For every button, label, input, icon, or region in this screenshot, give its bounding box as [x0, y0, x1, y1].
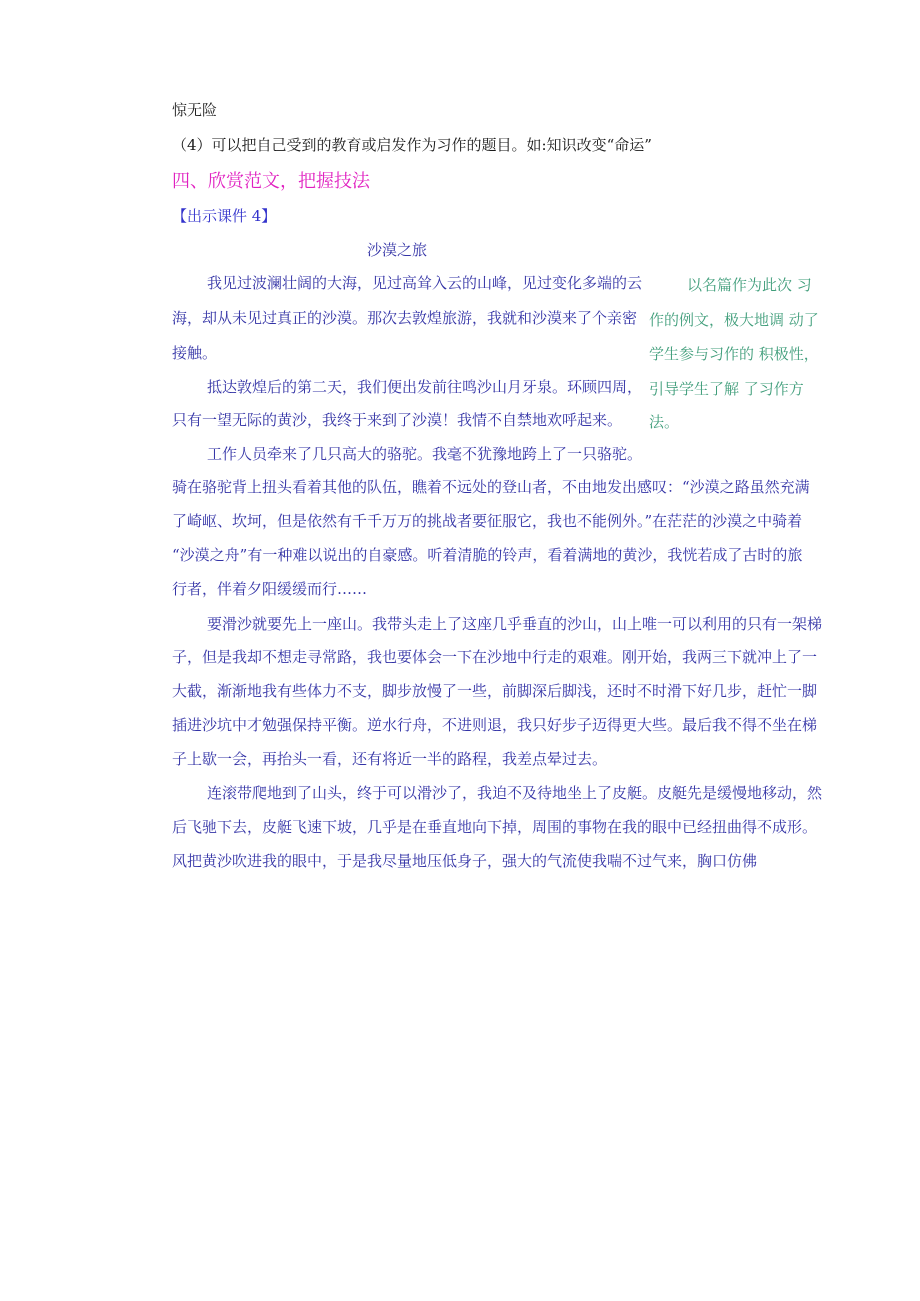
annotation-line: 以名篇作为此次 习: [687, 276, 812, 294]
essay-line: 连滚带爬地到了山头，终于可以滑沙了，我迫不及待地坐上了皮艇。皮艇先是缓慢地移动，然: [207, 784, 823, 802]
essay-line: “沙漠之舟”有一种难以说出的自豪感。听着清脆的铃声，看着满地的黄沙，我恍若成了古时的旅: [172, 546, 803, 564]
annotation-line: 法。: [649, 413, 680, 431]
essay-title: 沙漠之旅: [367, 241, 428, 259]
courseware-tag: 【出示课件 4】: [172, 207, 277, 225]
essay-line: 海，却从未见过真正的沙漠。那次去敦煌旅游，我就和沙漠来了个亲密: [172, 309, 638, 327]
line-fragment: 惊无险: [172, 101, 218, 119]
essay-line: 行者，伴着夕阳缓缓而行……: [172, 580, 368, 598]
essay-line: 接触。: [172, 344, 218, 362]
section-heading: 四、欣赏范文，把握技法: [172, 171, 370, 192]
essay-line: 子，但是我却不想走寻常路，我也要体会一下在沙地中行走的艰难。刚开始，我两三下就冲上了一: [172, 648, 818, 666]
annotation-line: 引导学生了解 了习作方: [649, 380, 804, 398]
point-4: （4）可以把自己受到的教育或启发作为习作的题目。如:知识改变“命运”: [172, 136, 652, 154]
essay-line: 抵达敦煌后的第二天，我们便出发前往鸣沙山月牙泉。环顾四周，: [207, 378, 643, 396]
essay-line: 工作人员牵来了几只高大的骆驼。我毫不犹豫地跨上了一只骆驼。: [207, 445, 643, 463]
essay-line: 只有一望无际的黄沙，我终于来到了沙漠！我情不自禁地欢呼起来。: [172, 411, 623, 429]
essay-line: 了崎岖、坎坷，但是依然有千千万万的挑战者要征服它，我也不能例外。”在茫茫的沙漠之中骑着: [172, 512, 803, 530]
essay-line: 我见过波澜壮阔的大海，见过高耸入云的山峰，见过变化多端的云: [207, 274, 643, 292]
essay-line: 插进沙坑中才勉强保持平衡。逆水行舟，不进则退，我只好步子迈得更大些。最后我不得不坐在梯: [172, 716, 818, 734]
essay-line: 子上歇一会，再抬头一看，还有将近一半的路程，我差点晕过去。: [172, 750, 608, 768]
annotation-line: 作的例文，极大地调 动了: [649, 311, 819, 329]
annotation-line: 学生参与习作的 积极性，: [649, 345, 819, 363]
essay-line: 骑在骆驼背上扭头看着其他的队伍，瞧着不远处的登山者，不由地发出感叹：“沙漠之路虽然充满: [172, 478, 810, 496]
essay-line: 后飞驰下去，皮艇飞速下坡，几乎是在垂直地向下掉，周围的事物在我的眼中已经扭曲得不成形。: [172, 818, 818, 836]
essay-line: 要滑沙就要先上一座山。我带头走上了这座几乎垂直的沙山，山上唯一可以利用的只有一架梯: [207, 615, 823, 633]
essay-line: 风把黄沙吹进我的眼中，于是我尽量地压低身子，强大的气流使我喘不过气来，胸口仿佛: [172, 852, 758, 870]
essay-line: 大截，渐渐地我有些体力不支，脚步放慢了一些，前脚深后脚浅，还时不时滑下好几步，赶忙一脚: [172, 682, 818, 700]
